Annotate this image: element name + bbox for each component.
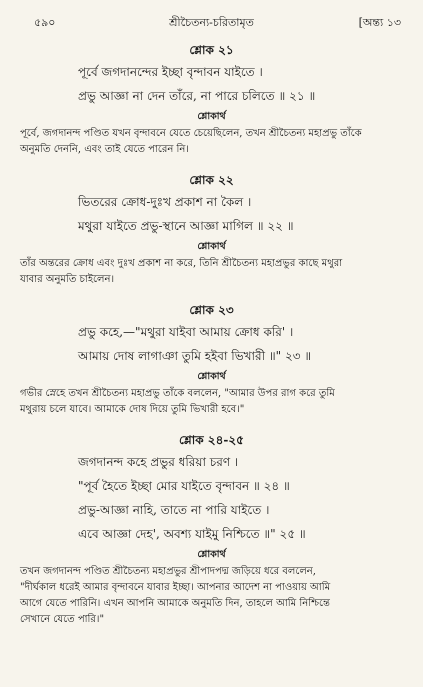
verse-24-25-heading: শ্লোক ২৪-২৫ <box>179 433 244 447</box>
page-number: ৫৯০ <box>34 16 56 29</box>
verse-23-line-1: প্রভু কহে,—"মথুরা যাইবা আমায় ক্রোধ করি' । <box>78 325 294 339</box>
verse-24-25-line-1: জগদানন্দ কহে প্রভুর ধরিয়া চরণ । <box>78 455 239 469</box>
verse-24-25-line-3: প্রভু-আজ্ঞা নাহি, তাতে না পারি যাইতে । <box>78 503 270 517</box>
verse-24-25-meaning-line-3: আগে যেতে পারিনি। এখন আপনি আমাকে অনুমতি দিন, তাহলে আমি নিশ্চিন্তে <box>20 598 330 609</box>
verse-24-25-line-2: "পূর্ব হৈতে ইচ্ছা মোর যাইতে বৃন্দাবন ॥ ২৪ ॥ <box>78 479 290 493</box>
verse-21-heading: শ্লোক ২১ <box>189 43 234 57</box>
verse-24-25-meaning-line-4: সেখানে যেতে পারি।" <box>20 614 105 625</box>
verse-24-25-meaning-line-1: তখন জগদানন্দ পণ্ডিত শ্রীচৈতন্য মহাপ্রভুর শ্রীপাদপদ্ম জড়িয়ে ধরে বললেন, <box>20 566 316 577</box>
verse-24-25-meaning-label: শ্লোকার্থ <box>197 549 226 560</box>
verse-21-line-2: প্রভু আজ্ঞা না দেন তাঁরে, না পারে চলিতে ॥ ২১ ॥ <box>78 89 316 103</box>
running-title: শ্রীচৈতন্য-চরিতামৃত <box>169 16 254 29</box>
verse-23-heading: শ্লোক ২৩ <box>189 303 234 317</box>
page-header <box>0 14 423 32</box>
verse-24-25-line-4: এবে আজ্ঞা দেহ', অবশ্য যাইমু নিশ্চিতে ॥" ২৫ ॥ <box>78 527 306 541</box>
verse-22-heading: শ্লোক ২২ <box>189 173 234 187</box>
section-marker: [অন্ত্য ১৩ <box>358 16 401 29</box>
verse-23-meaning-line-1: গভীর স্নেহে তখন শ্রীচৈতন্য মহাপ্রভু তাঁকে বললেন, "আমার উপর রাগ করে তুমি <box>20 388 335 399</box>
verse-23-line-2: আমায় দোষ লাগাঞা তুমি হইবা ভিখারী ॥" ২৩ ॥ <box>78 349 312 363</box>
verse-22-line-2: মথুরা যাইতে প্রভু-স্থানে আজ্ঞা মাগিল ॥ ২২ ॥ <box>78 219 294 233</box>
verse-21-meaning-label: শ্লোকার্থ <box>197 111 226 122</box>
verse-21-line-1: পূর্বে জগদানন্দের ইচ্ছা বৃন্দাবন যাইতে । <box>78 65 263 79</box>
verse-23-meaning-line-2: মথুরায় চলে যাবে। আমাকে দোষ দিয়ে তুমি ভিখারী হবে।" <box>20 404 245 415</box>
verse-22-meaning-label: শ্লোকার্থ <box>197 241 226 252</box>
verse-22-line-1: ভিতরের ক্রোধ-দুঃখ প্রকাশ না কৈল । <box>78 195 252 209</box>
verse-22-meaning-line-2: যাবার অনুমতি চাইলেন। <box>20 274 115 285</box>
verse-21-meaning-line-2: অনুমতি দেননি, এবং তাই যেতে পারেন নি। <box>20 144 189 155</box>
verse-22-meaning-line-1: তাঁর অন্তরের ক্রোধ এবং দুঃখ প্রকাশ না করে, তিনি শ্রীচৈতন্য মহাপ্রভুর কাছে মথুরা <box>20 258 343 269</box>
verse-24-25-meaning-line-2: "দীর্ঘকাল ধরেই আমার বৃন্দাবনে যাবার ইচ্ছা। আপনার আদেশ না পাওয়ায় আমি <box>20 582 331 593</box>
verse-21-meaning-line-1: পূর্বে, জগদানন্দ পণ্ডিত যখন বৃন্দাবনে যেতে চেয়েছিলেন, তখন শ্রীচৈতন্য মহাপ্রভু তাঁকে <box>20 128 362 139</box>
verse-23-meaning-label: শ্লোকার্থ <box>197 371 226 382</box>
